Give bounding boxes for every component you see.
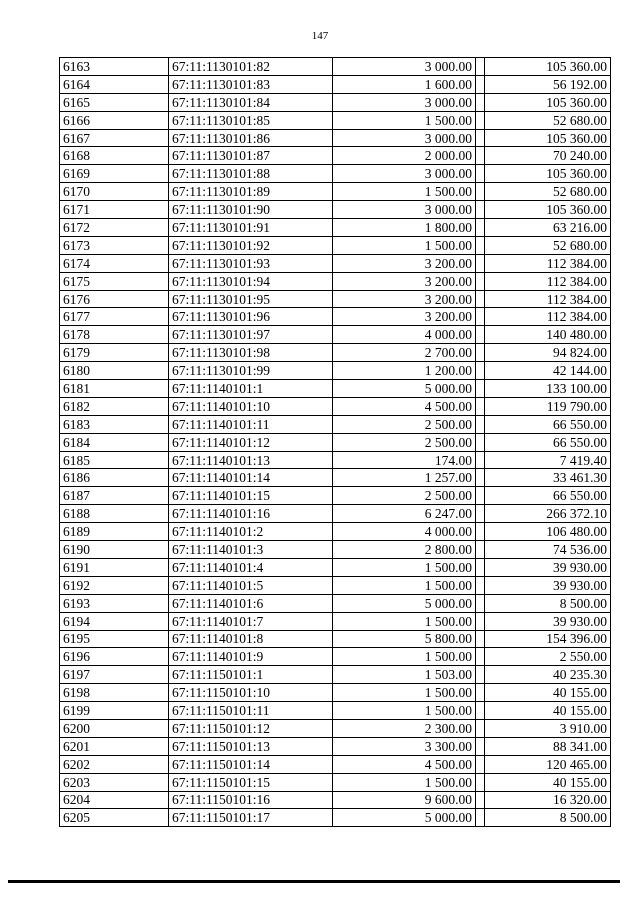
area-cell: 1 500.00 (333, 111, 476, 129)
value-cell: 3 910.00 (485, 719, 611, 737)
table-row (60, 254, 611, 272)
cadastral-number-cell: 67:11:1130101:91 (169, 219, 333, 237)
table-row (60, 380, 611, 398)
table-row (60, 415, 611, 433)
column-gap (476, 362, 485, 380)
table-row (60, 433, 611, 451)
column-gap (476, 219, 485, 237)
cadastral-number-cell: 67:11:1130101:99 (169, 362, 333, 380)
column-gap (476, 236, 485, 254)
cadastral-number-cell: 67:11:1150101:15 (169, 773, 333, 791)
cadastral-number-cell: 67:11:1140101:5 (169, 576, 333, 594)
table-row (60, 183, 611, 201)
column-gap (476, 737, 485, 755)
column-gap (476, 111, 485, 129)
area-cell: 2 800.00 (333, 541, 476, 559)
table-row (60, 147, 611, 165)
cadastral-number-cell: 67:11:1130101:93 (169, 254, 333, 272)
row-number-cell: 6166 (60, 111, 169, 129)
value-cell: 42 144.00 (485, 362, 611, 380)
table-row (60, 541, 611, 559)
column-gap (476, 165, 485, 183)
table-row (60, 648, 611, 666)
column-gap (476, 415, 485, 433)
value-cell: 105 360.00 (485, 129, 611, 147)
table-row (60, 791, 611, 809)
cadastral-number-cell: 67:11:1130101:87 (169, 147, 333, 165)
column-gap (476, 75, 485, 93)
area-cell: 1 500.00 (333, 648, 476, 666)
area-cell: 5 000.00 (333, 809, 476, 827)
area-cell: 2 500.00 (333, 487, 476, 505)
column-gap (476, 594, 485, 612)
value-cell: 112 384.00 (485, 272, 611, 290)
row-number-cell: 6167 (60, 129, 169, 147)
table-row (60, 469, 611, 487)
column-gap (476, 147, 485, 165)
value-cell: 63 216.00 (485, 219, 611, 237)
area-cell: 1 600.00 (333, 75, 476, 93)
column-gap (476, 523, 485, 541)
cadastral-number-cell: 67:11:1150101:11 (169, 702, 333, 720)
table-body (60, 58, 611, 827)
value-cell: 40 235.30 (485, 666, 611, 684)
cadastral-number-cell: 67:11:1140101:4 (169, 558, 333, 576)
area-cell: 2 000.00 (333, 147, 476, 165)
area-cell: 1 257.00 (333, 469, 476, 487)
value-cell: 56 192.00 (485, 75, 611, 93)
value-cell: 74 536.00 (485, 541, 611, 559)
row-number-cell: 6189 (60, 523, 169, 541)
value-cell: 88 341.00 (485, 737, 611, 755)
row-number-cell: 6204 (60, 791, 169, 809)
row-number-cell: 6180 (60, 362, 169, 380)
table-row (60, 702, 611, 720)
value-cell: 70 240.00 (485, 147, 611, 165)
row-number-cell: 6172 (60, 219, 169, 237)
cadastral-number-cell: 67:11:1140101:14 (169, 469, 333, 487)
cadastral-number-cell: 67:11:1130101:84 (169, 93, 333, 111)
row-number-cell: 6188 (60, 505, 169, 523)
table-row (60, 272, 611, 290)
column-gap (476, 326, 485, 344)
cadastral-number-cell: 67:11:1130101:85 (169, 111, 333, 129)
table-row (60, 290, 611, 308)
column-gap (476, 254, 485, 272)
area-cell: 2 500.00 (333, 415, 476, 433)
value-cell: 266 372.10 (485, 505, 611, 523)
area-cell: 4 500.00 (333, 755, 476, 773)
area-cell: 2 500.00 (333, 433, 476, 451)
value-cell: 94 824.00 (485, 344, 611, 362)
row-number-cell: 6173 (60, 236, 169, 254)
column-gap (476, 487, 485, 505)
value-cell: 52 680.00 (485, 236, 611, 254)
table-row (60, 236, 611, 254)
cadastral-number-cell: 67:11:1140101:11 (169, 415, 333, 433)
row-number-cell: 6176 (60, 290, 169, 308)
row-number-cell: 6198 (60, 684, 169, 702)
table-row (60, 397, 611, 415)
column-gap (476, 272, 485, 290)
value-cell: 33 461.30 (485, 469, 611, 487)
table-row (60, 219, 611, 237)
row-number-cell: 6178 (60, 326, 169, 344)
cadastral-number-cell: 67:11:1140101:15 (169, 487, 333, 505)
table-row (60, 451, 611, 469)
cadastral-number-cell: 67:11:1130101:82 (169, 58, 333, 76)
cadastral-number-cell: 67:11:1130101:88 (169, 165, 333, 183)
table-row (60, 344, 611, 362)
row-number-cell: 6205 (60, 809, 169, 827)
value-cell: 52 680.00 (485, 183, 611, 201)
row-number-cell: 6174 (60, 254, 169, 272)
cadastral-number-cell: 67:11:1140101:2 (169, 523, 333, 541)
value-cell: 7 419.40 (485, 451, 611, 469)
value-cell: 120 465.00 (485, 755, 611, 773)
table-row (60, 523, 611, 541)
row-number-cell: 6170 (60, 183, 169, 201)
area-cell: 3 000.00 (333, 129, 476, 147)
cadastral-number-cell: 67:11:1130101:97 (169, 326, 333, 344)
table-row (60, 129, 611, 147)
value-cell: 2 550.00 (485, 648, 611, 666)
column-gap (476, 201, 485, 219)
row-number-cell: 6186 (60, 469, 169, 487)
cadastral-number-cell: 67:11:1140101:8 (169, 630, 333, 648)
table-row (60, 487, 611, 505)
area-cell: 1 500.00 (333, 236, 476, 254)
area-cell: 1 800.00 (333, 219, 476, 237)
column-gap (476, 290, 485, 308)
area-cell: 3 200.00 (333, 254, 476, 272)
area-cell: 3 000.00 (333, 93, 476, 111)
value-cell: 140 480.00 (485, 326, 611, 344)
column-gap (476, 380, 485, 398)
value-cell: 106 480.00 (485, 523, 611, 541)
value-cell: 8 500.00 (485, 809, 611, 827)
value-cell: 39 930.00 (485, 576, 611, 594)
table-row (60, 558, 611, 576)
value-cell: 66 550.00 (485, 487, 611, 505)
row-number-cell: 6195 (60, 630, 169, 648)
table-row (60, 719, 611, 737)
column-gap (476, 451, 485, 469)
row-number-cell: 6184 (60, 433, 169, 451)
area-cell: 1 500.00 (333, 558, 476, 576)
cadastral-number-cell: 67:11:1130101:95 (169, 290, 333, 308)
table-row (60, 505, 611, 523)
column-gap (476, 93, 485, 111)
table-row (60, 93, 611, 111)
area-cell: 1 500.00 (333, 684, 476, 702)
cadastral-number-cell: 67:11:1140101:16 (169, 505, 333, 523)
column-gap (476, 576, 485, 594)
page-number: 147 (311, 30, 329, 42)
value-cell: 39 930.00 (485, 612, 611, 630)
cadastral-number-cell: 67:11:1130101:96 (169, 308, 333, 326)
value-cell: 40 155.00 (485, 773, 611, 791)
row-number-cell: 6168 (60, 147, 169, 165)
table-row (60, 165, 611, 183)
value-cell: 16 320.00 (485, 791, 611, 809)
area-cell: 1 500.00 (333, 612, 476, 630)
table-row (60, 362, 611, 380)
row-number-cell: 6179 (60, 344, 169, 362)
cadastral-number-cell: 67:11:1150101:13 (169, 737, 333, 755)
area-cell: 174.00 (333, 451, 476, 469)
value-cell: 105 360.00 (485, 201, 611, 219)
value-cell: 39 930.00 (485, 558, 611, 576)
cadastral-number-cell: 67:11:1130101:86 (169, 129, 333, 147)
area-cell: 2 700.00 (333, 344, 476, 362)
cadastral-number-cell: 67:11:1140101:1 (169, 380, 333, 398)
cadastral-number-cell: 67:11:1140101:12 (169, 433, 333, 451)
table-row (60, 630, 611, 648)
area-cell: 3 200.00 (333, 272, 476, 290)
value-cell: 105 360.00 (485, 165, 611, 183)
table-row (60, 58, 611, 76)
cadastral-number-cell: 67:11:1130101:98 (169, 344, 333, 362)
area-cell: 4 000.00 (333, 326, 476, 344)
area-cell: 5 000.00 (333, 594, 476, 612)
cadastral-number-cell: 67:11:1150101:17 (169, 809, 333, 827)
column-gap (476, 702, 485, 720)
column-gap (476, 344, 485, 362)
area-cell: 1 500.00 (333, 773, 476, 791)
area-cell: 6 247.00 (333, 505, 476, 523)
row-number-cell: 6165 (60, 93, 169, 111)
value-cell: 112 384.00 (485, 290, 611, 308)
cadastral-number-cell: 67:11:1150101:10 (169, 684, 333, 702)
row-number-cell: 6187 (60, 487, 169, 505)
cadastral-number-cell: 67:11:1140101:7 (169, 612, 333, 630)
cadastral-number-cell: 67:11:1150101:14 (169, 755, 333, 773)
table-row (60, 684, 611, 702)
column-gap (476, 397, 485, 415)
footer-rule (8, 880, 620, 883)
column-gap (476, 183, 485, 201)
area-cell: 3 000.00 (333, 201, 476, 219)
value-cell: 52 680.00 (485, 111, 611, 129)
land-parcel-table (59, 57, 611, 827)
table-row (60, 773, 611, 791)
value-cell: 154 396.00 (485, 630, 611, 648)
area-cell: 1 503.00 (333, 666, 476, 684)
row-number-cell: 6175 (60, 272, 169, 290)
area-cell: 5 000.00 (333, 380, 476, 398)
value-cell: 66 550.00 (485, 415, 611, 433)
table-row (60, 666, 611, 684)
area-cell: 9 600.00 (333, 791, 476, 809)
row-number-cell: 6203 (60, 773, 169, 791)
area-cell: 1 500.00 (333, 576, 476, 594)
table-row (60, 612, 611, 630)
table-row (60, 594, 611, 612)
cadastral-number-cell: 67:11:1130101:83 (169, 75, 333, 93)
row-number-cell: 6196 (60, 648, 169, 666)
row-number-cell: 6193 (60, 594, 169, 612)
column-gap (476, 308, 485, 326)
cadastral-number-cell: 67:11:1150101:16 (169, 791, 333, 809)
column-gap (476, 58, 485, 76)
area-cell: 1 500.00 (333, 183, 476, 201)
column-gap (476, 773, 485, 791)
column-gap (476, 505, 485, 523)
column-gap (476, 666, 485, 684)
column-gap (476, 469, 485, 487)
row-number-cell: 6164 (60, 75, 169, 93)
cadastral-number-cell: 67:11:1130101:90 (169, 201, 333, 219)
area-cell: 4 500.00 (333, 397, 476, 415)
value-cell: 40 155.00 (485, 684, 611, 702)
row-number-cell: 6190 (60, 541, 169, 559)
column-gap (476, 719, 485, 737)
row-number-cell: 6202 (60, 755, 169, 773)
table-row (60, 308, 611, 326)
area-cell: 3 000.00 (333, 58, 476, 76)
row-number-cell: 6191 (60, 558, 169, 576)
row-number-cell: 6185 (60, 451, 169, 469)
cadastral-number-cell: 67:11:1140101:13 (169, 451, 333, 469)
column-gap (476, 612, 485, 630)
value-cell: 40 155.00 (485, 702, 611, 720)
area-cell: 3 200.00 (333, 308, 476, 326)
cadastral-number-cell: 67:11:1130101:94 (169, 272, 333, 290)
cadastral-number-cell: 67:11:1140101:3 (169, 541, 333, 559)
value-cell: 66 550.00 (485, 433, 611, 451)
column-gap (476, 791, 485, 809)
cadastral-number-cell: 67:11:1140101:9 (169, 648, 333, 666)
row-number-cell: 6199 (60, 702, 169, 720)
row-number-cell: 6181 (60, 380, 169, 398)
column-gap (476, 558, 485, 576)
area-cell: 3 200.00 (333, 290, 476, 308)
row-number-cell: 6177 (60, 308, 169, 326)
column-gap (476, 541, 485, 559)
row-number-cell: 6183 (60, 415, 169, 433)
table-row (60, 326, 611, 344)
area-cell: 2 300.00 (333, 719, 476, 737)
row-number-cell: 6169 (60, 165, 169, 183)
column-gap (476, 684, 485, 702)
value-cell: 119 790.00 (485, 397, 611, 415)
value-cell: 8 500.00 (485, 594, 611, 612)
column-gap (476, 755, 485, 773)
row-number-cell: 6194 (60, 612, 169, 630)
column-gap (476, 129, 485, 147)
table-row (60, 576, 611, 594)
area-cell: 3 300.00 (333, 737, 476, 755)
cadastral-number-cell: 67:11:1130101:89 (169, 183, 333, 201)
area-cell: 1 200.00 (333, 362, 476, 380)
area-cell: 4 000.00 (333, 523, 476, 541)
column-gap (476, 433, 485, 451)
row-number-cell: 6197 (60, 666, 169, 684)
column-gap (476, 809, 485, 827)
column-gap (476, 630, 485, 648)
cadastral-number-cell: 67:11:1140101:10 (169, 397, 333, 415)
table-row (60, 201, 611, 219)
table-row (60, 809, 611, 827)
area-cell: 1 500.00 (333, 702, 476, 720)
cadastral-number-cell: 67:11:1140101:6 (169, 594, 333, 612)
value-cell: 112 384.00 (485, 254, 611, 272)
table-row (60, 737, 611, 755)
table-row (60, 111, 611, 129)
table-row (60, 755, 611, 773)
row-number-cell: 6182 (60, 397, 169, 415)
row-number-cell: 6171 (60, 201, 169, 219)
area-cell: 5 800.00 (333, 630, 476, 648)
area-cell: 3 000.00 (333, 165, 476, 183)
cadastral-number-cell: 67:11:1150101:12 (169, 719, 333, 737)
column-gap (476, 648, 485, 666)
table-row (60, 75, 611, 93)
value-cell: 105 360.00 (485, 58, 611, 76)
value-cell: 105 360.00 (485, 93, 611, 111)
row-number-cell: 6201 (60, 737, 169, 755)
value-cell: 112 384.00 (485, 308, 611, 326)
cadastral-number-cell: 67:11:1150101:1 (169, 666, 333, 684)
row-number-cell: 6192 (60, 576, 169, 594)
row-number-cell: 6200 (60, 719, 169, 737)
value-cell: 133 100.00 (485, 380, 611, 398)
cadastral-number-cell: 67:11:1130101:92 (169, 236, 333, 254)
row-number-cell: 6163 (60, 58, 169, 76)
